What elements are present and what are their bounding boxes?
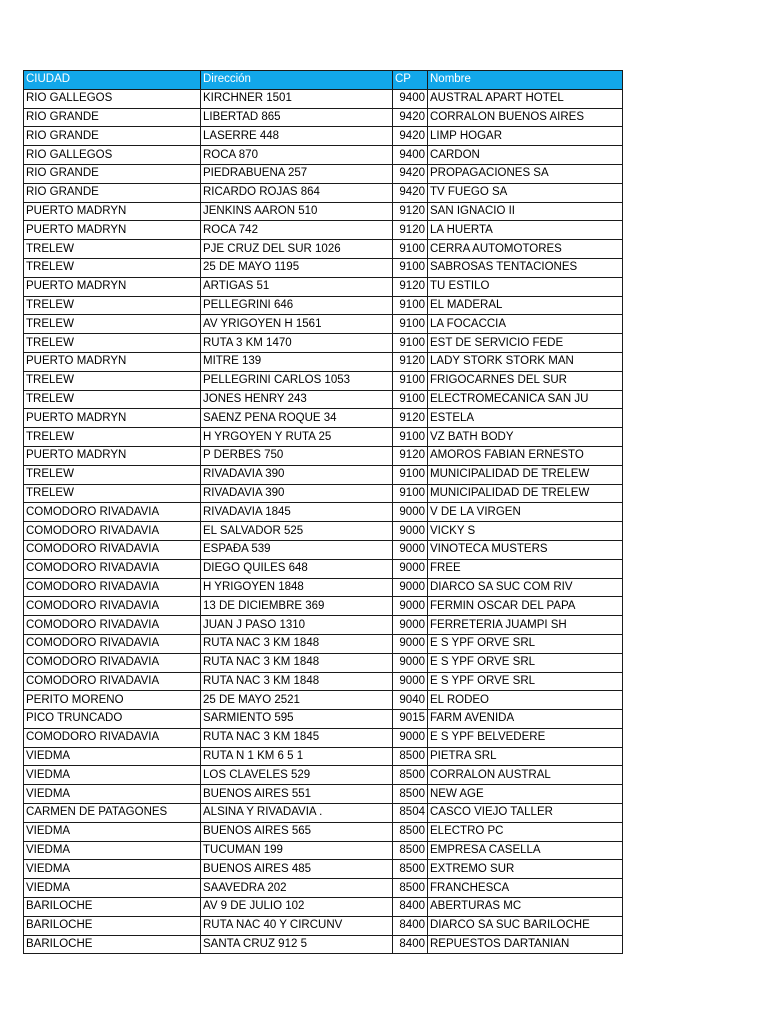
cell-cp: 9000	[393, 634, 428, 653]
cell-nombre: E S YPF ORVE SRL	[428, 634, 623, 653]
cell-cp: 9000	[393, 540, 428, 559]
cell-nombre: PROPAGACIONES SA	[428, 164, 623, 183]
cell-cp: 8500	[393, 766, 428, 785]
cell-ciudad: COMODORO RIVADAVIA	[24, 597, 201, 616]
cell-direccion: PELLEGRINI 646	[201, 296, 393, 315]
cell-direccion: PELLEGRINI CARLOS 1053	[201, 371, 393, 390]
table-row	[24, 127, 623, 146]
table-row	[24, 860, 623, 879]
cell-nombre: VZ BATH BODY	[428, 428, 623, 447]
cell-ciudad: COMODORO RIVADAVIA	[24, 503, 201, 522]
cell-direccion: PJE CRUZ DEL SUR 1026	[201, 240, 393, 259]
cell-direccion: RIVADAVIA 390	[201, 484, 393, 503]
cell-cp: 9100	[393, 465, 428, 484]
cell-ciudad: COMODORO RIVADAVIA	[24, 616, 201, 635]
cell-cp: 9000	[393, 578, 428, 597]
cell-direccion: ARTIGAS 51	[201, 277, 393, 296]
cell-direccion: LOS CLAVELES 529	[201, 766, 393, 785]
cell-direccion: DIEGO QUILES 648	[201, 559, 393, 578]
cell-cp: 9120	[393, 202, 428, 221]
cell-direccion: BUENOS AIRES 485	[201, 860, 393, 879]
cell-cp: 9000	[393, 672, 428, 691]
cell-ciudad: TRELEW	[24, 390, 201, 409]
cell-ciudad: RIO GRANDE	[24, 108, 201, 127]
cell-direccion: JENKINS AARON 510	[201, 202, 393, 221]
cell-ciudad: PERITO MORENO	[24, 691, 201, 710]
table-row	[24, 540, 623, 559]
table-row	[24, 935, 623, 954]
cell-ciudad: CARMEN DE PATAGONES	[24, 804, 201, 823]
cell-cp: 9100	[393, 315, 428, 334]
table-row	[24, 616, 623, 635]
cell-cp: 9100	[393, 428, 428, 447]
cell-ciudad: VIEDMA	[24, 860, 201, 879]
table-row	[24, 277, 623, 296]
cell-direccion: ROCA 742	[201, 221, 393, 240]
cell-cp: 9100	[393, 390, 428, 409]
cell-ciudad: PUERTO MADRYN	[24, 221, 201, 240]
cell-nombre: FARM AVENIDA	[428, 710, 623, 729]
cell-nombre: LA FOCACCIA	[428, 315, 623, 334]
cell-ciudad: COMODORO RIVADAVIA	[24, 522, 201, 541]
table-row	[24, 559, 623, 578]
table-row	[24, 766, 623, 785]
cell-direccion: BUENOS AIRES 551	[201, 785, 393, 804]
cell-ciudad: BARILOCHE	[24, 935, 201, 954]
cell-ciudad: VIEDMA	[24, 841, 201, 860]
cell-cp: 9420	[393, 183, 428, 202]
table-row	[24, 89, 623, 108]
header-cp: CP	[393, 71, 428, 90]
cell-nombre: REPUESTOS DARTANIAN	[428, 935, 623, 954]
table-row	[24, 747, 623, 766]
cell-nombre: EL RODEO	[428, 691, 623, 710]
cell-direccion: MITRE 139	[201, 352, 393, 371]
table-row	[24, 578, 623, 597]
cell-ciudad: RIO GRANDE	[24, 127, 201, 146]
cell-nombre: MUNICIPALIDAD DE TRELEW	[428, 484, 623, 503]
header-direccion: Dirección	[201, 71, 393, 90]
cell-cp: 9000	[393, 597, 428, 616]
cell-ciudad: BARILOCHE	[24, 898, 201, 917]
cell-nombre: CARDON	[428, 146, 623, 165]
cell-nombre: EL MADERAL	[428, 296, 623, 315]
cell-ciudad: COMODORO RIVADAVIA	[24, 559, 201, 578]
cell-direccion: RUTA 3 KM 1470	[201, 334, 393, 353]
table-row	[24, 785, 623, 804]
cell-direccion: EL SALVADOR 525	[201, 522, 393, 541]
table-row	[24, 183, 623, 202]
cell-cp: 8504	[393, 804, 428, 823]
cell-nombre: FERRETERIA JUAMPI SH	[428, 616, 623, 635]
table-row	[24, 728, 623, 747]
table-row	[24, 446, 623, 465]
cell-direccion: H YRIGOYEN 1848	[201, 578, 393, 597]
cell-ciudad: TRELEW	[24, 315, 201, 334]
cell-cp: 9000	[393, 503, 428, 522]
cell-ciudad: VIEDMA	[24, 822, 201, 841]
cell-ciudad: RIO GRANDE	[24, 183, 201, 202]
table-row	[24, 879, 623, 898]
cell-nombre: CORRALON AUSTRAL	[428, 766, 623, 785]
cell-nombre: AUSTRAL APART HOTEL	[428, 89, 623, 108]
cell-ciudad: COMODORO RIVADAVIA	[24, 540, 201, 559]
cell-nombre: SAN IGNACIO II	[428, 202, 623, 221]
cell-ciudad: COMODORO RIVADAVIA	[24, 653, 201, 672]
cell-direccion: SAENZ PENA ROQUE 34	[201, 409, 393, 428]
table-row	[24, 108, 623, 127]
cell-direccion: RUTA N 1 KM 6 5 1	[201, 747, 393, 766]
table-row	[24, 202, 623, 221]
cell-direccion: ALSINA Y RIVADAVIA .	[201, 804, 393, 823]
cell-ciudad: PUERTO MADRYN	[24, 446, 201, 465]
cell-ciudad: PUERTO MADRYN	[24, 352, 201, 371]
cell-direccion: RUTA NAC 3 KM 1845	[201, 728, 393, 747]
cell-nombre: LA HUERTA	[428, 221, 623, 240]
cell-nombre: E S YPF ORVE SRL	[428, 672, 623, 691]
table-row	[24, 898, 623, 917]
table-row	[24, 146, 623, 165]
cell-direccion: RUTA NAC 40 Y CIRCUNV	[201, 916, 393, 935]
cell-ciudad: VIEDMA	[24, 766, 201, 785]
table-row	[24, 334, 623, 353]
cell-direccion: RUTA NAC 3 KM 1848	[201, 634, 393, 653]
cell-cp: 9100	[393, 371, 428, 390]
cell-cp: 9120	[393, 352, 428, 371]
cell-ciudad: PUERTO MADRYN	[24, 202, 201, 221]
cell-nombre: FREE	[428, 559, 623, 578]
cell-cp: 9100	[393, 258, 428, 277]
table-row	[24, 634, 623, 653]
cell-nombre: PIETRA SRL	[428, 747, 623, 766]
cell-direccion: PIEDRABUENA 257	[201, 164, 393, 183]
cell-direccion: AV YRIGOYEN H 1561	[201, 315, 393, 334]
cell-nombre: E S YPF BELVEDERE	[428, 728, 623, 747]
cell-nombre: ESTELA	[428, 409, 623, 428]
cell-direccion: H YRGOYEN Y RUTA 25	[201, 428, 393, 447]
cell-nombre: DIARCO SA SUC COM RIV	[428, 578, 623, 597]
table-row	[24, 653, 623, 672]
cell-nombre: V DE LA VIRGEN	[428, 503, 623, 522]
cell-direccion: SAAVEDRA 202	[201, 879, 393, 898]
cell-nombre: ABERTURAS MC	[428, 898, 623, 917]
cell-cp: 9000	[393, 559, 428, 578]
cell-nombre: EST DE SERVICIO FEDE	[428, 334, 623, 353]
cell-ciudad: COMODORO RIVADAVIA	[24, 634, 201, 653]
cell-direccion: RICARDO ROJAS 864	[201, 183, 393, 202]
cell-cp: 9400	[393, 146, 428, 165]
cell-nombre: MUNICIPALIDAD DE TRELEW	[428, 465, 623, 484]
table-row	[24, 315, 623, 334]
cell-cp: 8500	[393, 785, 428, 804]
cell-nombre: FRIGOCARNES DEL SUR	[428, 371, 623, 390]
cell-ciudad: RIO GALLEGOS	[24, 146, 201, 165]
cell-direccion: RUTA NAC 3 KM 1848	[201, 672, 393, 691]
table-row	[24, 822, 623, 841]
cell-nombre: DIARCO SA SUC BARILOCHE	[428, 916, 623, 935]
cell-nombre: VINOTECA MUSTERS	[428, 540, 623, 559]
cell-direccion: AV 9 DE JULIO 102	[201, 898, 393, 917]
cell-direccion: RIVADAVIA 1845	[201, 503, 393, 522]
cell-nombre: VICKY S	[428, 522, 623, 541]
table-row	[24, 484, 623, 503]
table-row	[24, 258, 623, 277]
cell-cp: 9000	[393, 728, 428, 747]
cell-cp: 9420	[393, 164, 428, 183]
table-row	[24, 428, 623, 447]
cell-cp: 8400	[393, 916, 428, 935]
cell-direccion: ESPAÐA 539	[201, 540, 393, 559]
table-row	[24, 465, 623, 484]
cell-cp: 8500	[393, 822, 428, 841]
cell-nombre: ELECTRO PC	[428, 822, 623, 841]
cell-ciudad: COMODORO RIVADAVIA	[24, 672, 201, 691]
cell-nombre: ELECTROMECANICA SAN JU	[428, 390, 623, 409]
cell-cp: 9015	[393, 710, 428, 729]
table-row	[24, 390, 623, 409]
table-row	[24, 409, 623, 428]
table-row	[24, 522, 623, 541]
cell-direccion: SARMIENTO 595	[201, 710, 393, 729]
cell-cp: 8500	[393, 879, 428, 898]
cell-direccion: SANTA CRUZ 912 5	[201, 935, 393, 954]
cell-direccion: JUAN J PASO 1310	[201, 616, 393, 635]
cell-ciudad: COMODORO RIVADAVIA	[24, 578, 201, 597]
cell-ciudad: PUERTO MADRYN	[24, 409, 201, 428]
cell-ciudad: RIO GRANDE	[24, 164, 201, 183]
table-row	[24, 296, 623, 315]
cell-direccion: TUCUMAN 199	[201, 841, 393, 860]
cell-ciudad: PICO TRUNCADO	[24, 710, 201, 729]
cell-cp: 9120	[393, 409, 428, 428]
cell-nombre: EXTREMO SUR	[428, 860, 623, 879]
cell-nombre: E S YPF ORVE SRL	[428, 653, 623, 672]
table-row	[24, 710, 623, 729]
cell-nombre: LIMP HOGAR	[428, 127, 623, 146]
cell-ciudad: TRELEW	[24, 334, 201, 353]
cell-nombre: AMOROS FABIAN ERNESTO	[428, 446, 623, 465]
table-row	[24, 916, 623, 935]
header-nombre: Nombre	[428, 71, 623, 90]
cell-cp: 9100	[393, 484, 428, 503]
table-row	[24, 503, 623, 522]
cell-cp: 9120	[393, 221, 428, 240]
cell-cp: 9100	[393, 334, 428, 353]
cell-nombre: CERRA AUTOMOTORES	[428, 240, 623, 259]
address-table	[23, 70, 623, 954]
cell-ciudad: TRELEW	[24, 465, 201, 484]
cell-cp: 8500	[393, 860, 428, 879]
table-row	[24, 841, 623, 860]
cell-ciudad: RIO GALLEGOS	[24, 89, 201, 108]
cell-ciudad: TRELEW	[24, 484, 201, 503]
cell-direccion: ROCA 870	[201, 146, 393, 165]
cell-cp: 9100	[393, 296, 428, 315]
cell-nombre: CASCO VIEJO TALLER	[428, 804, 623, 823]
cell-cp: 9000	[393, 522, 428, 541]
cell-cp: 8500	[393, 841, 428, 860]
cell-cp: 9120	[393, 446, 428, 465]
cell-direccion: RUTA NAC 3 KM 1848	[201, 653, 393, 672]
cell-cp: 9420	[393, 127, 428, 146]
cell-direccion: LIBERTAD 865	[201, 108, 393, 127]
cell-direccion: BUENOS AIRES 565	[201, 822, 393, 841]
cell-cp: 9400	[393, 89, 428, 108]
cell-cp: 9120	[393, 277, 428, 296]
table-row	[24, 672, 623, 691]
cell-direccion: 25 DE MAYO 2521	[201, 691, 393, 710]
header-ciudad: CIUDAD	[24, 71, 201, 90]
cell-ciudad: TRELEW	[24, 240, 201, 259]
cell-direccion: P DERBES 750	[201, 446, 393, 465]
cell-ciudad: VIEDMA	[24, 785, 201, 804]
cell-nombre: LADY STORK STORK MAN	[428, 352, 623, 371]
cell-cp: 8500	[393, 747, 428, 766]
table-row	[24, 240, 623, 259]
cell-direccion: RIVADAVIA 390	[201, 465, 393, 484]
cell-nombre: FRANCHESCA	[428, 879, 623, 898]
table-row	[24, 221, 623, 240]
cell-direccion: JONES HENRY 243	[201, 390, 393, 409]
cell-nombre: SABROSAS TENTACIONES	[428, 258, 623, 277]
cell-ciudad: PUERTO MADRYN	[24, 277, 201, 296]
table-row	[24, 164, 623, 183]
cell-ciudad: COMODORO RIVADAVIA	[24, 728, 201, 747]
cell-ciudad: VIEDMA	[24, 747, 201, 766]
cell-direccion: 25 DE MAYO 1195	[201, 258, 393, 277]
cell-ciudad: TRELEW	[24, 428, 201, 447]
cell-nombre: FERMIN OSCAR DEL PAPA	[428, 597, 623, 616]
table-row	[24, 352, 623, 371]
cell-cp: 9040	[393, 691, 428, 710]
cell-cp: 9000	[393, 616, 428, 635]
table-row	[24, 597, 623, 616]
table-row	[24, 371, 623, 390]
cell-nombre: TU ESTILO	[428, 277, 623, 296]
cell-direccion: KIRCHNER 1501	[201, 89, 393, 108]
cell-nombre: TV FUEGO SA	[428, 183, 623, 202]
cell-ciudad: VIEDMA	[24, 879, 201, 898]
cell-nombre: EMPRESA CASELLA	[428, 841, 623, 860]
cell-cp: 9000	[393, 653, 428, 672]
cell-nombre: NEW AGE	[428, 785, 623, 804]
cell-direccion: 13 DE DICIEMBRE 369	[201, 597, 393, 616]
table-header-row	[24, 71, 623, 90]
cell-cp: 9420	[393, 108, 428, 127]
table-row	[24, 691, 623, 710]
cell-nombre: CORRALON BUENOS AIRES	[428, 108, 623, 127]
cell-ciudad: TRELEW	[24, 258, 201, 277]
cell-cp: 9100	[393, 240, 428, 259]
cell-ciudad: TRELEW	[24, 371, 201, 390]
cell-direccion: LASERRE 448	[201, 127, 393, 146]
table-row	[24, 804, 623, 823]
cell-cp: 8400	[393, 935, 428, 954]
cell-ciudad: TRELEW	[24, 296, 201, 315]
cell-ciudad: BARILOCHE	[24, 916, 201, 935]
cell-cp: 8400	[393, 898, 428, 917]
